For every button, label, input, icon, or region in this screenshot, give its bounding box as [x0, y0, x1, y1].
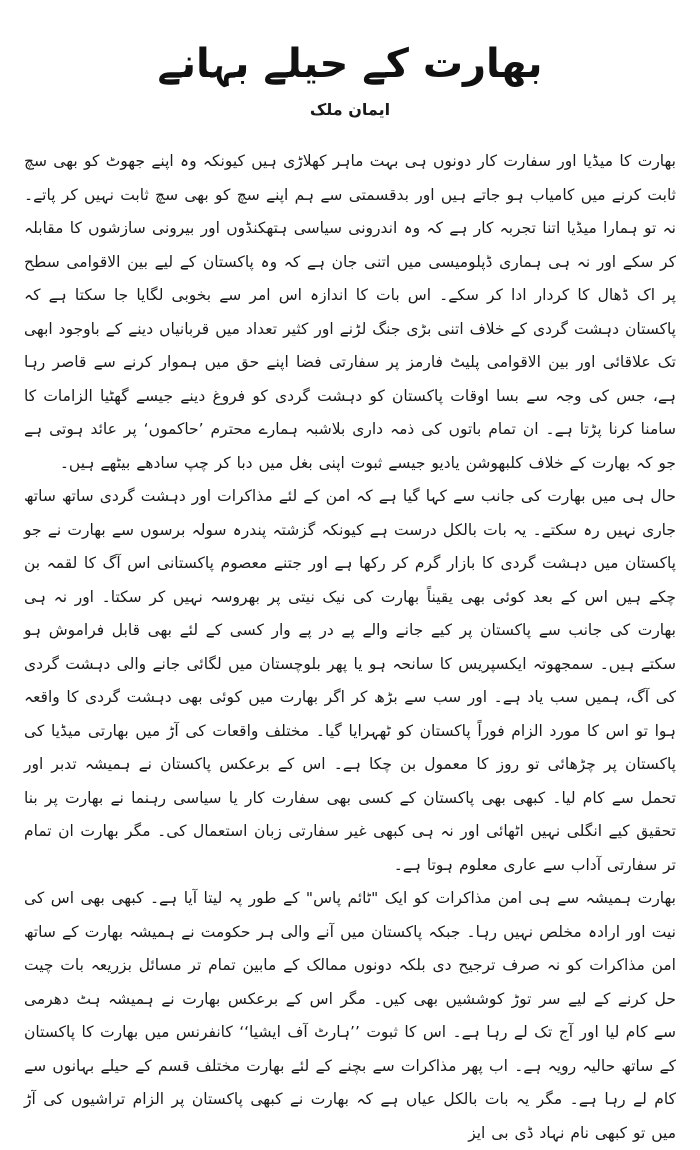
page-title: بھارت کے حیلے بہانے: [157, 41, 543, 87]
author-byline: ایمان ملک: [309, 100, 391, 119]
paragraph-3: بھارت ہمیشہ سے ہی امن مذاکرات کو ایک "ٹائم پاس" کے طور پہ لیتا آیا ہے۔ کبھی بھی اس کی نیت اور ارادہ مخلص نہیں رہا۔ جبکہ پاکستان میں آنے والی ہر حکومت نے ہمیشہ بھارت کے ساتھ امن مذاکرات کو نہ صرف ترجیح دی بلکہ دونوں ممالک کے مابین تمام تر مسائل بزریعہ بات چیت حل کرنے کے لیے سر توڑ کوششیں بھی کیں۔ مگر اس کے برعکس بھارت نے ہمیشہ ہٹ دھرمی سے کام لیا اور آج تک لے رہا ہے۔ اس کا ثبوت ’’ہارٹ آف ایشیا‘‘ کانفرنس میں بھارت کا پاکستان کے ساتھ حالیہ رویہ ہے۔ اب پھر مذاکرات سے بچنے کے لئے بھارت مختلف قسم کے حیلے بہانوں سے کام لے رہا ہے۔ مگر یہ بات بالکل عیاں ہے کہ بھارت نے کبھی پاکستان پر الزام تراشیوں کی آڑ میں تو کبھی نام نہاد ڈی بی ایز: [24, 889, 676, 1142]
paragraph-1: بھارت کا میڈیا اور سفارت کار دونوں ہی بہت ماہر کھلاڑی ہیں کیونکہ وہ اپنے جھوٹ کو بھی سچ ثابت کرنے میں کامیاب ہو جاتے ہیں اور بدقسمتی سے ہم اپنے سچ کو بھی سچ ثابت نہیں کر پاتے۔ نہ تو ہمارا میڈیا اتنا تجربہ کار ہے کہ وہ اندرونی سیاسی ہتھکنڈوں اور بیرونی سازشوں کا مقابلہ کر سکے اور نہ ہی ہماری ڈپلومیسی میں اتنی جان ہے کہ وہ پاکستان کے لیے بین الاقوامی سطح پر اک ڈھال کا کردار ادا کر سکے۔ اس بات کا اندازہ اس امر سے بخوبی لگایا جا سکتا ہے کہ پاکستان دہشت گردی کے خلاف اتنی بڑی جنگ لڑنے اور کثیر تعداد میں قربانیاں دینے کے باوجود ابھی تک علاقائی اور بین الاقوامی پلیٹ فارمز پر سفارتی فضا اپنے حق میں ہموار کرنے سے قاصر رہا ہے، جس کی وجہ سے بسا اوقات پاکستان کو دہشت گردی کو فروغ دینے جیسے گھٹیا الزامات کا سامنا کرنا پڑتا ہے۔ ان تمام باتوں کی ذمہ داری بلاشبہ ہمارے محترم ’حاکموں‘ پر عائد ہوتی ہے جو کہ بھارت کے خلاف کلبھوشن یادیو جیسے ثبوت اپنی بغل میں دبا کر چپ سادھے بیٹھے ہیں۔: [24, 152, 676, 472]
document-header: [24, 34, 676, 119]
article-body: [24, 145, 676, 1150]
paragraph-2: حال ہی میں بھارت کی جانب سے کہا گیا ہے کہ امن کے لئے مذاکرات اور دہشت گردی ساتھ ساتھ جاری نہیں رہ سکتے۔ یہ بات بالکل درست ہے کیونکہ گزشتہ پندرہ سولہ برسوں سے بھارت نے جو پاکستان میں دہشت گردی کا بازار گرم کر رکھا ہے اور جتنے معصوم پاکستانی اس آگ کا لقمہ بن چکے ہیں اس کے بعد کوئی بھی یقیناً بھارت کی نیک نیتی پر بھروسہ نہیں کر سکتا۔ اور نہ ہی بھارت کی جانب سے پاکستان پر کیے جانے والے پے در پے وار کسی کے لئے بھی قابل فراموش ہو سکتے ہیں۔ سمجھوتہ ایکسپریس کا سانحہ ہو یا پھر بلوچستان میں لگائی جانے والی دہشت گردی کی آگ، ہمیں سب یاد ہے۔ اور سب سے بڑھ کر اگر بھارت میں کوئی بھی دہشت گردی کا واقعہ ہوا تو اس کا مورد الزام فوراً پاکستان کو ٹھہرایا گیا۔ مختلف واقعات کی آڑ میں بھارتی میڈیا کی پاکستان پر چڑھائی تو روز کا معمول بن چکا ہے۔ اس کے برعکس پاکستان نے ہمیشہ تدبر اور تحمل سے کام لیا۔ کبھی بھی پاکستان کے کسی بھی سفارت کار یا سیاسی رہنما نے بھارت پر بنا تحقیق کیے انگلی نہیں اٹھائی اور نہ ہی کبھی غیر سفارتی زبان استعمال کی۔ مگر بھارت ان تمام تر سفارتی آداب سے عاری معلوم ہوتا ہے۔: [24, 487, 676, 874]
